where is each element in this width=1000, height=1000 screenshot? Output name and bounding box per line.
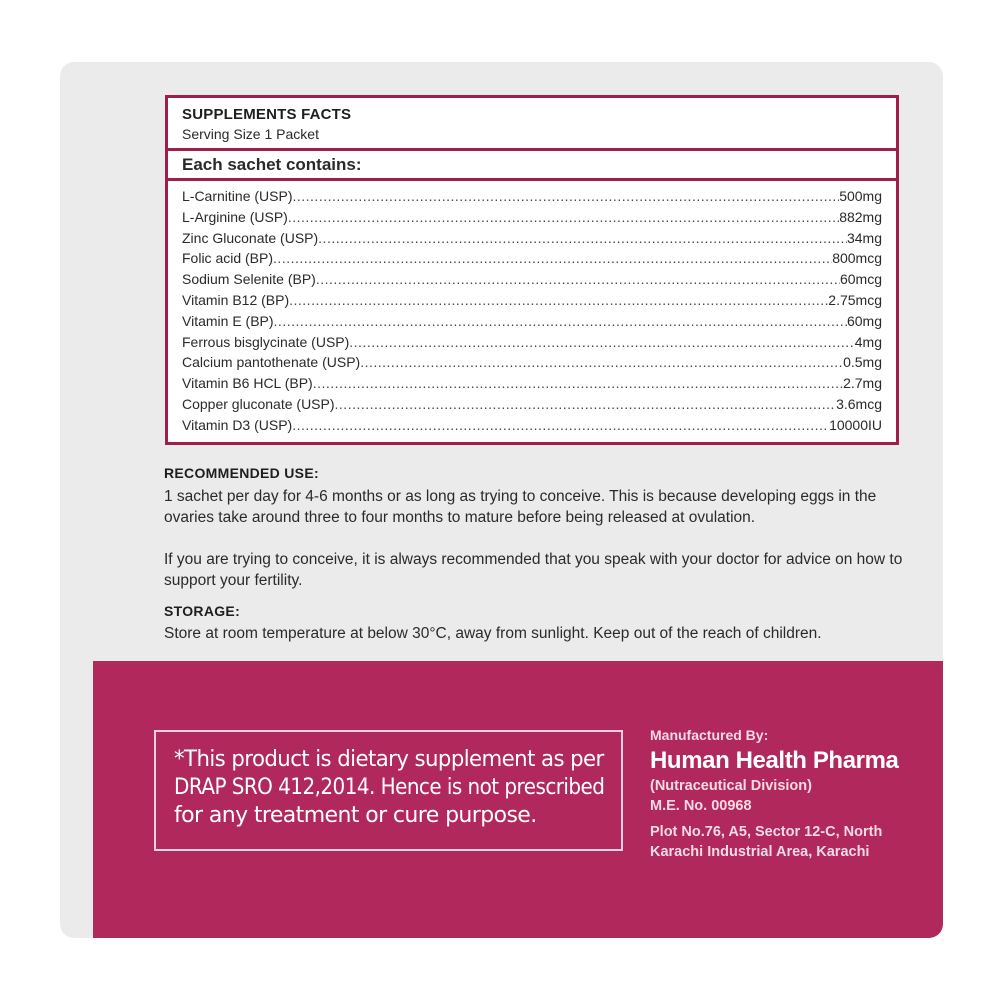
ingredient-name: Calcium pantothenate (USP) xyxy=(182,354,361,371)
manufacturer-name: Human Health Pharma xyxy=(650,747,899,774)
ingredient-row xyxy=(182,354,882,375)
ingredient-amount: 4mg xyxy=(854,333,882,350)
dot-leader xyxy=(274,313,847,329)
facts-header xyxy=(168,98,896,151)
ingredient-amount: 800mcg xyxy=(832,250,882,267)
dot-leader xyxy=(313,375,843,391)
dietary-notice-box xyxy=(154,730,623,851)
ingredient-row xyxy=(182,417,882,438)
ingredient-row xyxy=(182,250,882,271)
facts-title: SUPPLEMENTS FACTS xyxy=(182,106,352,123)
recommended-use-text: 1 sachet per day for 4-6 months or as long as trying to conceive. This is because developing eggs in the ovaries take around three to four months to mature before being released at ovulation. xyxy=(164,488,877,526)
footer-band xyxy=(93,661,943,938)
dot-leader xyxy=(289,292,828,308)
ingredient-row xyxy=(182,188,882,209)
ingredient-amount: 34mg xyxy=(846,229,882,246)
dot-leader xyxy=(292,188,839,204)
ingredient-name: Sodium Selenite (BP) xyxy=(182,271,316,288)
ingredient-name: Vitamin E (BP) xyxy=(182,312,274,329)
ingredients-list xyxy=(168,181,896,439)
manufacturer-label: Manufactured By: xyxy=(650,727,769,743)
dot-leader xyxy=(316,271,840,287)
recommended-use-title: RECOMMENDED USE: xyxy=(164,465,319,481)
recommended-use-advice: If you are trying to conceive, it is always recommended that you speak with your doctor for advice on how to support your fertility. xyxy=(164,551,903,589)
dot-leader xyxy=(335,396,837,412)
ingredient-amount: 60mg xyxy=(846,312,882,329)
ingredient-amount: 3.6mcg xyxy=(836,395,882,412)
dot-leader xyxy=(360,354,843,370)
dot-leader xyxy=(318,230,847,246)
ingredient-amount: 882mg xyxy=(839,208,882,225)
ingredient-name: Copper gluconate (USP) xyxy=(182,395,335,412)
facts-subheading: Each sachet contains: xyxy=(168,151,896,181)
ingredient-amount: 2.7mg xyxy=(843,375,882,392)
manufacturer-address: Plot No.76, A5, Sector 12-C, North xyxy=(650,824,883,840)
ingredient-row xyxy=(182,375,882,396)
dot-leader xyxy=(292,417,829,433)
ingredient-row xyxy=(182,209,882,230)
ingredient-name: Vitamin B12 (BP) xyxy=(182,291,290,308)
storage-text: Store at room temperature at below 30°C, away from sunlight. Keep out of the reach of children. xyxy=(164,625,822,642)
manufacturer-info xyxy=(650,727,898,861)
ingredient-amount: 10000IU xyxy=(829,416,882,433)
ingredient-amount: 2.75mcg xyxy=(828,291,882,308)
ingredient-name: Zinc Gluconate (USP) xyxy=(182,229,319,246)
ingredient-name: Vitamin B6 HCL (BP) xyxy=(182,375,313,392)
ingredient-amount: 500mg xyxy=(839,188,882,204)
ingredient-row xyxy=(182,292,882,313)
notice-line: for any treatment or cure purpose. xyxy=(174,803,537,828)
ingredient-amount: 60mcg xyxy=(839,271,882,288)
serving-size: Serving Size 1 Packet xyxy=(182,126,319,142)
ingredient-row xyxy=(182,313,882,334)
storage-title: STORAGE: xyxy=(164,603,241,619)
ingredient-row xyxy=(182,271,882,292)
manufacturer-address-city: Karachi Industrial Area, Karachi xyxy=(650,844,870,860)
ingredient-name: L-Carnitine (USP) xyxy=(182,188,293,204)
dot-leader xyxy=(273,250,832,266)
ingredient-name: Folic acid (BP) xyxy=(182,250,274,267)
supplement-facts-box xyxy=(165,95,899,445)
manufacturer-division: (Nutraceutical Division) xyxy=(650,778,812,794)
notice-line: DRAP SRO 412,2014. Hence is not prescribed xyxy=(174,775,605,800)
notice-line: *This product is dietary supplement as per xyxy=(174,747,604,772)
ingredient-row xyxy=(182,334,882,355)
ingredient-row xyxy=(182,396,882,417)
ingredient-row xyxy=(182,230,882,251)
package-back-panel xyxy=(60,62,943,938)
dot-leader xyxy=(349,334,854,350)
manufacturer-me-number: M.E. No. 00968 xyxy=(650,798,752,814)
ingredient-name: Ferrous bisglycinate (USP) xyxy=(182,333,350,350)
ingredient-amount: 0.5mg xyxy=(843,354,882,371)
ingredient-name: Vitamin D3 (USP) xyxy=(182,416,293,433)
ingredient-name: L-Arginine (USP) xyxy=(182,208,288,225)
dot-leader xyxy=(288,209,839,225)
